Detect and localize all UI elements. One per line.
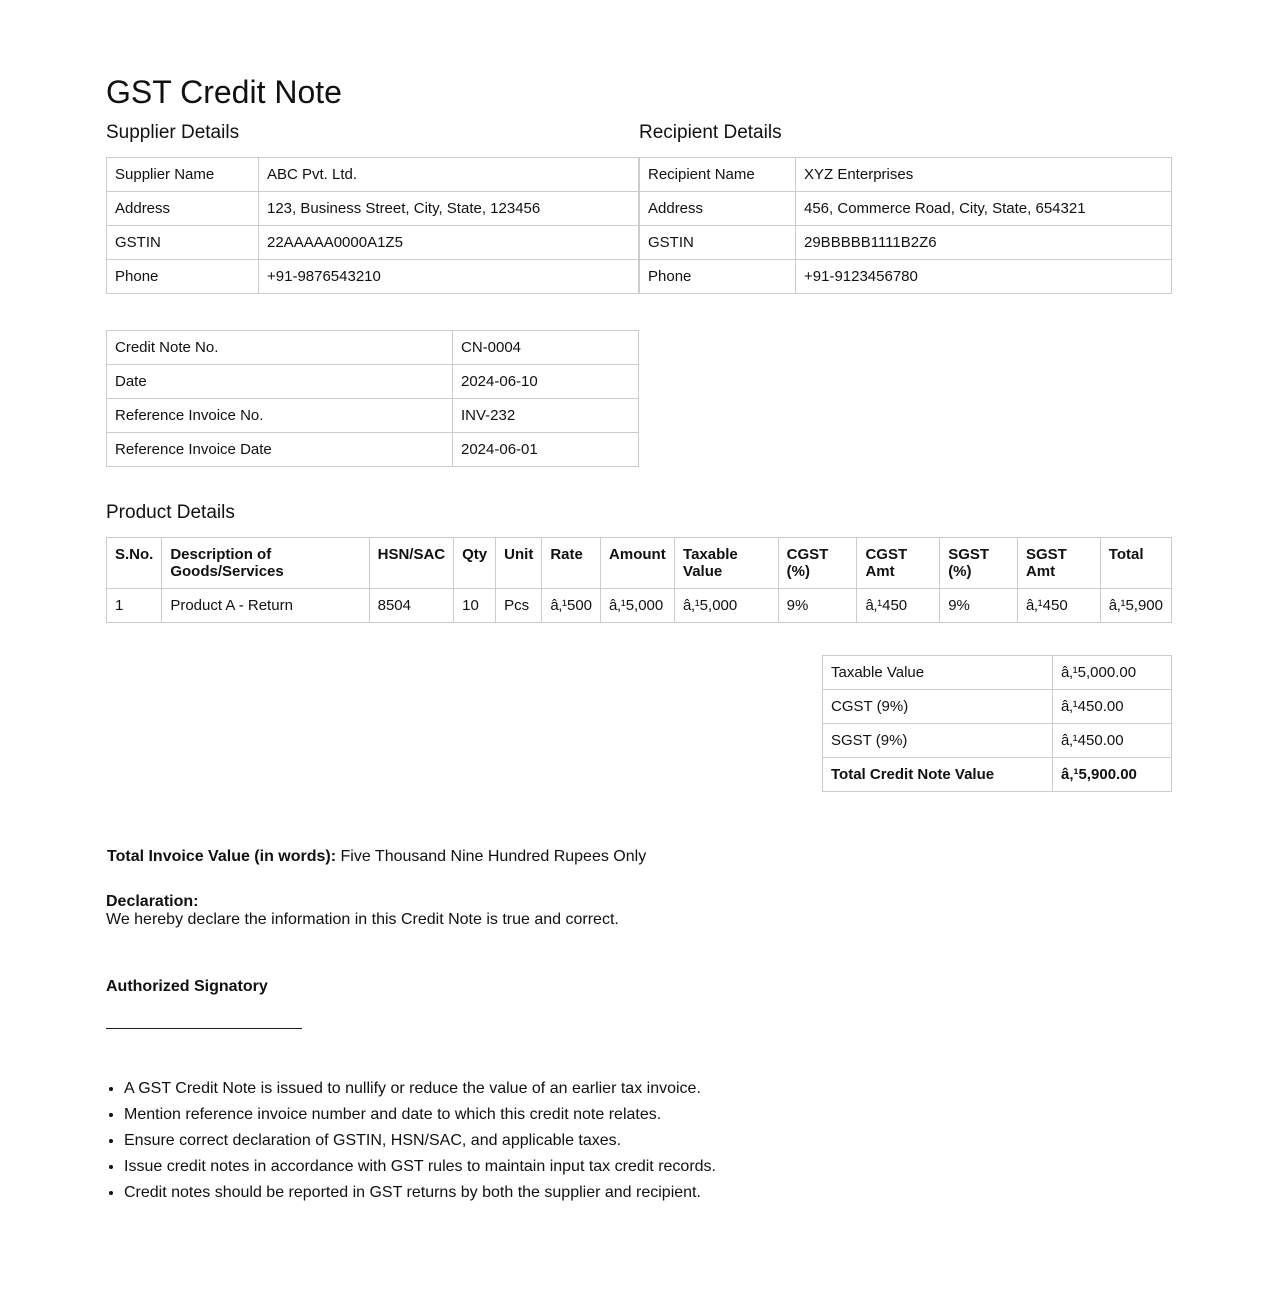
declaration-text: We hereby declare the information in this Credit Note is true and correct. (106, 911, 619, 928)
table-row (640, 226, 1172, 260)
column-header: CGST Amt (857, 538, 940, 589)
column-header: Rate (542, 538, 601, 589)
column-header: Amount (601, 538, 675, 589)
table-header-row (107, 538, 1172, 589)
total-row (823, 758, 1172, 792)
supplier-phone-value: +91-9876543210 (259, 260, 639, 294)
amount-in-words-label: Total Invoice Value (in words): (107, 848, 337, 865)
column-header: SGST (%) (940, 538, 1018, 589)
table-row (107, 260, 639, 294)
signature-line (106, 1028, 302, 1029)
list-item: • Credit notes should be reported in GST returns by both the supplier and recipient. (124, 1180, 716, 1206)
cgst-amount: â‚¹450.00 (1053, 690, 1172, 724)
table-row (640, 192, 1172, 226)
table-cell: 9% (940, 589, 1018, 623)
column-header: Qty (454, 538, 496, 589)
table-row (107, 589, 1172, 623)
declaration-label: Declaration: (106, 893, 199, 910)
table-row (640, 260, 1172, 294)
ref-invoice-date-value: 2024-06-01 (453, 433, 639, 467)
column-header: CGST (%) (778, 538, 857, 589)
taxable-value-label: Taxable Value (823, 656, 1053, 690)
column-header: Unit (496, 538, 542, 589)
amount-in-words-value: Five Thousand Nine Hundred Rupees Only (340, 848, 647, 865)
credit-note-info-table (106, 330, 639, 467)
total-credit-amount: â‚¹5,900.00 (1053, 758, 1172, 792)
date-label: Date (107, 365, 453, 399)
table-cell: 8504 (369, 589, 454, 623)
recipient-gstin-value: 29BBBBB1111B2Z6 (796, 226, 1172, 260)
supplier-address-value: 123, Business Street, City, State, 123456 (259, 192, 639, 226)
table-cell: 1 (107, 589, 162, 623)
table-row (823, 724, 1172, 758)
table-row (107, 158, 639, 192)
table-cell: â‚¹5,000 (601, 589, 675, 623)
table-row (823, 656, 1172, 690)
taxable-value-amount: â‚¹5,000.00 (1053, 656, 1172, 690)
sgst-label: SGST (9%) (823, 724, 1053, 758)
credit-note-no-value: CN-0004 (453, 331, 639, 365)
credit-note-no-label: Credit Note No. (107, 331, 453, 365)
supplier-phone-label: Phone (107, 260, 259, 294)
cgst-label: CGST (9%) (823, 690, 1053, 724)
table-row (107, 399, 639, 433)
date-value: 2024-06-10 (453, 365, 639, 399)
declaration (106, 893, 619, 929)
supplier-table (106, 157, 639, 294)
product-table (106, 537, 1172, 623)
table-cell: Pcs (496, 589, 542, 623)
total-credit-label: Total Credit Note Value (823, 758, 1053, 792)
table-row (107, 433, 639, 467)
table-cell: â‚¹5,900 (1100, 589, 1171, 623)
column-header: HSN/SAC (369, 538, 454, 589)
column-header: S.No. (107, 538, 162, 589)
table-row (640, 158, 1172, 192)
column-header: Total (1100, 538, 1171, 589)
recipient-address-value: 456, Commerce Road, City, State, 654321 (796, 192, 1172, 226)
supplier-heading: Supplier Details (106, 122, 240, 143)
supplier-gstin-label: GSTIN (107, 226, 259, 260)
table-cell: â‚¹450 (857, 589, 940, 623)
list-item: • Mention reference invoice number and date to which this credit note relates. (124, 1102, 716, 1128)
column-header: SGST Amt (1017, 538, 1100, 589)
table-row (107, 331, 639, 365)
table-cell: 10 (454, 589, 496, 623)
supplier-gstin-value: 22AAAAA0000A1Z5 (259, 226, 639, 260)
ref-invoice-date-label: Reference Invoice Date (107, 433, 453, 467)
table-cell: â‚¹450 (1017, 589, 1100, 623)
summary-table (822, 655, 1172, 792)
column-header: Description of Goods/Services (162, 538, 369, 589)
table-row (107, 226, 639, 260)
recipient-table (639, 157, 1172, 294)
notes-list (106, 1076, 716, 1206)
list-item: • Ensure correct declaration of GSTIN, HSN/SAC, and applicable taxes. (124, 1128, 716, 1154)
column-header: Taxable Value (675, 538, 779, 589)
table-cell: â‚¹5,000 (675, 589, 779, 623)
supplier-name-value: ABC Pvt. Ltd. (259, 158, 639, 192)
table-cell: 9% (778, 589, 857, 623)
authorized-signatory: Authorized Signatory (106, 978, 268, 995)
page-title: GST Credit Note (106, 74, 342, 110)
table-row (107, 365, 639, 399)
supplier-name-label: Supplier Name (107, 158, 259, 192)
list-item: • Issue credit notes in accordance with GST rules to maintain input tax credit records. (124, 1154, 716, 1180)
product-heading: Product Details (106, 502, 235, 523)
table-row (107, 192, 639, 226)
recipient-gstin-label: GSTIN (640, 226, 796, 260)
recipient-address-label: Address (640, 192, 796, 226)
supplier-address-label: Address (107, 192, 259, 226)
table-cell: â‚¹500 (542, 589, 601, 623)
table-row (823, 690, 1172, 724)
recipient-name-value: XYZ Enterprises (796, 158, 1172, 192)
recipient-name-label: Recipient Name (640, 158, 796, 192)
ref-invoice-no-label: Reference Invoice No. (107, 399, 453, 433)
ref-invoice-no-value: INV-232 (453, 399, 639, 433)
recipient-heading: Recipient Details (639, 122, 782, 143)
recipient-phone-label: Phone (640, 260, 796, 294)
amount-in-words (107, 847, 646, 866)
list-item: • A GST Credit Note is issued to nullify or reduce the value of an earlier tax invoice. (124, 1076, 716, 1102)
recipient-phone-value: +91-9123456780 (796, 260, 1172, 294)
table-cell: Product A - Return (162, 589, 369, 623)
sgst-amount: â‚¹450.00 (1053, 724, 1172, 758)
